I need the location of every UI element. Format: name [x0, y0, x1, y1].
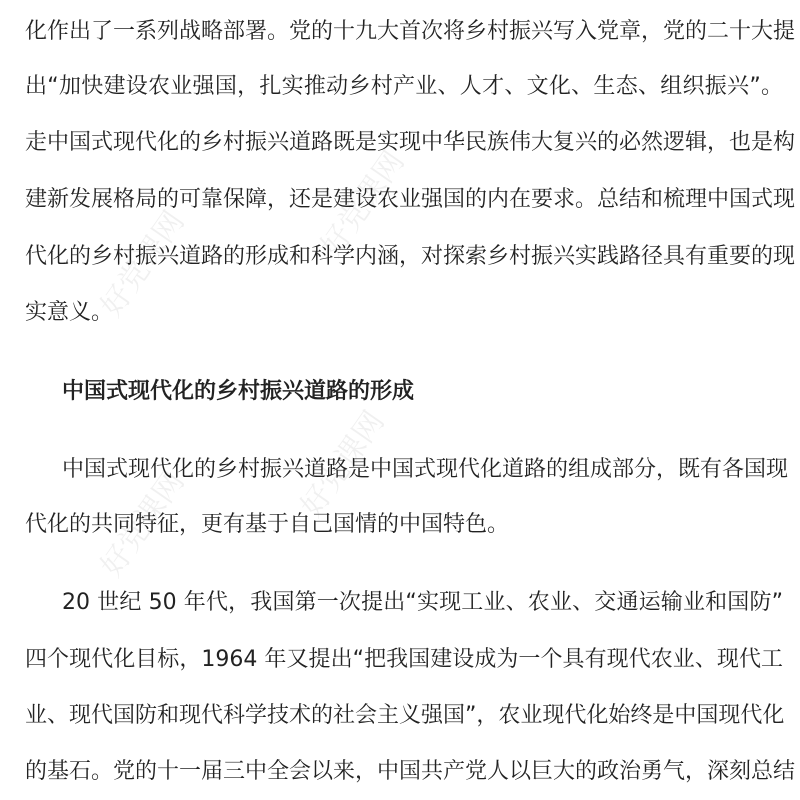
text-line: 化作出了一系列战略部署。党的十九大首次将乡村振兴写入党章，党的二十大提 — [25, 19, 796, 44]
text-line: 出“加快建设农业强国，扎实推动乡村产业、人才、文化、生态、组织振兴”。 — [25, 74, 783, 99]
watermark-text: 好党课网 — [94, 204, 192, 324]
watermark-text: 好党课网 — [94, 464, 192, 584]
watermark-text: 好党课网 — [314, 144, 412, 264]
section-heading: 中国式现代化的乡村振兴道路的形成 — [62, 379, 415, 404]
watermark-text: 好党课网 — [294, 404, 392, 524]
text-line: 的基石。党的十一届三中全会以来，中国共产党人以巨大的政治勇气，深刻总结 — [25, 759, 796, 784]
text-line: 代化的共同特征，更有基于自己国情的中国特色。 — [25, 512, 510, 537]
text-line: 四个现代化目标，1964 年又提出“把我国建设成为一个具有现代农业、现代工 — [25, 647, 783, 672]
text-line: 走中国式现代化的乡村振兴道路既是实现中华民族伟大复兴的必然逻辑，也是构 — [25, 130, 796, 155]
text-line: 业、现代国防和现代科学技术的社会主义强国”，农业现代化始终是中国现代化 — [25, 703, 785, 728]
text-line: 中国式现代化的乡村振兴道路是中国式现代化道路的组成部分，既有各国现 — [62, 457, 789, 482]
text-line: 代化的乡村振兴道路的形成和科学内涵，对探索乡村振兴实践路径具有重要的现 — [25, 244, 796, 269]
text-line: 实意义。 — [25, 300, 114, 325]
text-line: 建新发展格局的可靠保障，还是建设农业强国的内在要求。总结和梳理中国式现 — [25, 187, 796, 212]
text-line: 20 世纪 50 年代，我国第一次提出“实现工业、农业、交通运输业和国防” — [62, 590, 783, 615]
